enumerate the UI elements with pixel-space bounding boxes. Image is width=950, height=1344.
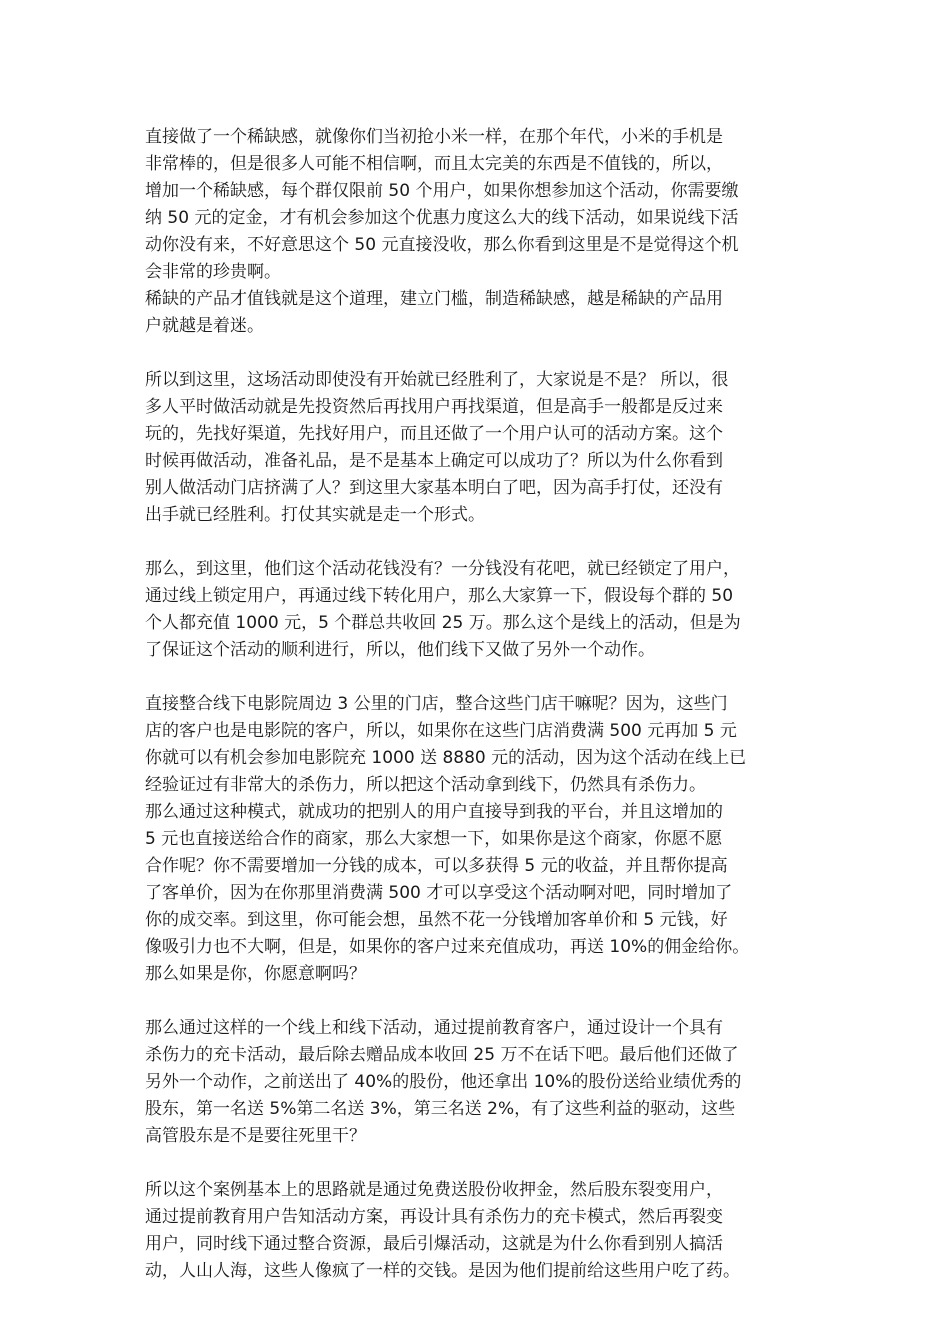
text-line: 所以这个案例基本上的思路就是通过免费送股份收押金，然后股东裂变用户， [145, 1180, 723, 1200]
paragraph [145, 1177, 815, 1285]
document-body [145, 124, 815, 1285]
text-line: 了客单价，因为在你那里消费满 500 才可以享受这个活动啊对吧，同时增加了 [145, 883, 733, 903]
text-line: 像吸引力也不大啊，但是，如果你的客户过来充值成功，再送 10%的佣金给你。 [145, 937, 750, 957]
text-line: 个人都充值 1000 元，5 个群总共收回 25 万。那么这个是线上的活动，但是为 [145, 613, 741, 633]
text-line: 股东，第一名送 5%第二名送 3%，第三名送 2%，有了这些利益的驱动，这些 [145, 1099, 736, 1119]
text-line: 出手就已经胜利。打仗其实就是走一个形式。 [145, 505, 485, 525]
text-line: 那么通过这样的一个线上和线下活动，通过提前教育客户，通过设计一个具有 [145, 1018, 723, 1038]
text-line: 通过提前教育用户告知活动方案，再设计具有杀伤力的充卡模式，然后再裂变 [145, 1207, 723, 1227]
text-line: 你就可以有机会参加电影院充 1000 送 8880 元的活动，因为这个活动在线上已 [145, 748, 747, 768]
text-line: 那么，到这里，他们这个活动花钱没有？一分钱没有花吧，就已经锁定了用户， [145, 559, 740, 579]
text-line: 动你没有来，不好意思这个 50 元直接没收，那么你看到这里是不是觉得这个机 [145, 235, 739, 255]
text-line: 那么通过这种模式，就成功的把别人的用户直接导到我的平台，并且这增加的 [145, 802, 723, 822]
text-line: 增加一个稀缺感，每个群仅限前 50 个用户，如果你想参加这个活动，你需要缴 [145, 181, 739, 201]
paragraph [145, 556, 815, 664]
text-line: 通过线上锁定用户，再通过线下转化用户，那么大家算一下，假设每个群的 50 [145, 586, 734, 606]
text-line: 纳 50 元的定金，才有机会参加这个优惠力度这么大的线下活动，如果说线下活 [145, 208, 739, 228]
paragraph [145, 124, 815, 340]
text-line: 直接整合线下电影院周边 3 公里的门店，整合这些门店干嘛呢？因为，这些门 [145, 694, 728, 714]
text-line: 别人做活动门店挤满了人？到这里大家基本明白了吧，因为高手打仗，还没有 [145, 478, 723, 498]
text-line: 另外一个动作，之前送出了 40%的股份，他还拿出 10%的股份送给业绩优秀的 [145, 1072, 742, 1092]
paragraph [145, 367, 815, 529]
text-line: 店的客户也是电影院的客户，所以，如果你在这些门店消费满 500 元再加 5 元 [145, 721, 737, 741]
text-line: 动，人山人海，这些人像疯了一样的交钱。是因为他们提前给这些用户吃了药。 [145, 1261, 740, 1281]
paragraph [145, 1015, 815, 1150]
paragraph [145, 691, 815, 988]
text-line: 了保证这个活动的顺利进行，所以，他们线下又做了另外一个动作。 [145, 640, 655, 660]
text-line: 合作呢？你不需要增加一分钱的成本，可以多获得 5 元的收益，并且帮你提高 [145, 856, 728, 876]
text-line: 你的成交率。到这里，你可能会想，虽然不花一分钱增加客单价和 5 元钱，好 [145, 910, 728, 930]
text-line: 杀伤力的充卡活动，最后除去赠品成本收回 25 万不在话下吧。最后他们还做了 [145, 1045, 739, 1065]
text-line: 户就越是着迷。 [145, 316, 264, 336]
text-line: 用户，同时线下通过整合资源，最后引爆活动，这就是为什么你看到别人搞活 [145, 1234, 723, 1254]
text-line: 时候再做活动，准备礼品，是不是基本上确定可以成功了？所以为什么你看到 [145, 451, 723, 471]
text-line: 高管股东是不是要往死里干？ [145, 1126, 366, 1146]
text-line: 那么如果是你，你愿意啊吗？ [145, 964, 366, 984]
text-line: 非常棒的，但是很多人可能不相信啊，而且太完美的东西是不值钱的，所以， [145, 154, 723, 174]
text-line: 会非常的珍贵啊。 [145, 262, 281, 282]
text-line: 5 元也直接送给合作的商家，那么大家想一下，如果你是这个商家，你愿不愿 [145, 829, 723, 849]
text-line: 直接做了一个稀缺感，就像你们当初抢小米一样，在那个年代，小米的手机是 [145, 127, 723, 147]
text-line: 稀缺的产品才值钱就是这个道理，建立门槛，制造稀缺感，越是稀缺的产品用 [145, 289, 723, 309]
text-line: 多人平时做活动就是先投资然后再找用户再找渠道，但是高手一般都是反过来 [145, 397, 723, 417]
text-line: 玩的，先找好渠道，先找好用户，而且还做了一个用户认可的活动方案。这个 [145, 424, 723, 444]
text-line: 经验证过有非常大的杀伤力，所以把这个活动拿到线下，仍然具有杀伤力。 [145, 775, 706, 795]
text-line: 所以到这里，这场活动即使没有开始就已经胜利了，大家说是不是？ 所以，很 [145, 370, 729, 390]
